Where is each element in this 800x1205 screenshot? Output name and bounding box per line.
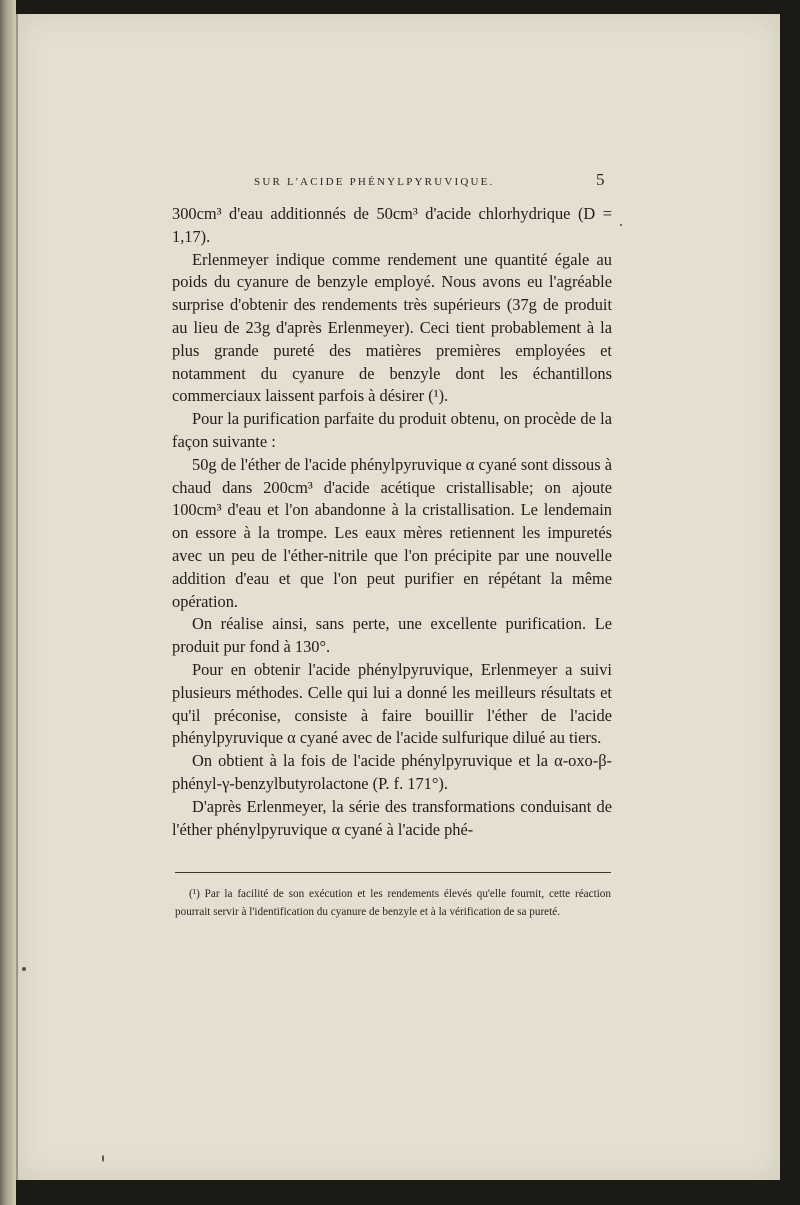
page-number: 5 [596, 170, 605, 189]
paragraph-3: Pour la purification parfaite du produit obtenu, on procède de la façon suivante : [172, 409, 612, 451]
paragraph-6: Pour en obtenir l'acide phénylpyruvique, Erlenmeyer a suivi plusieurs méthodes. Celle qui lui a donné les meilleurs résultats et qu'il préconise, consiste à faire bouillir l'éther de l'acide phénylpyruvique α cyané avec de l'acide sulfurique dilué au tiers. [172, 659, 612, 748]
paragraph-8: D'après Erlenmeyer, la série des transformations conduisant de l'éther phénylpyruvique α cyané à l'acide phé- [172, 796, 612, 839]
paper-speck [22, 967, 26, 971]
running-header: SUR L'ACIDE PHÉNYLPYRUVIQUE. [254, 176, 495, 188]
body-text [172, 203, 612, 841]
paragraph-1: 300cm³ d'eau additionnés de 50cm³ d'acide chlorhydrique (D = 1,17). [172, 204, 612, 246]
book-spine-edge [0, 0, 16, 1205]
paragraph-7: On obtient à la fois de l'acide phénylpyruvique et la α-oxo-β-phényl-γ-benzylbutyrolactone (P. f. 171°). [172, 751, 612, 793]
paper-speck [102, 1155, 104, 1162]
paper-speck [620, 224, 622, 226]
footnote: (¹) Par la facilité de son exécution et les rendements élevés qu'elle fournit, cette réaction pourrait servir à l'identification du cyanure de benzyle et à la vérification de sa pureté. [175, 888, 611, 918]
paragraph-5: On réalise ainsi, sans perte, une excellente purification. Le produit pur fond à 130°. [172, 614, 612, 657]
paragraph-2: Erlenmeyer indique comme rendement une quantité égale au poids du cyanure de benzyle employé. Nous avons eu l'agréable surprise d'obtenir des rendements très supérieurs (37g de produit au lieu de 23g d'après Erlenmeyer). Ceci tient probablement à la plus grande pureté des matières premières employées et notamment du cyanure de benzyle dont les échantillons commerciaux laissent parfois à désirer (¹). [172, 249, 612, 406]
footnote-divider [175, 872, 611, 873]
paragraph-4: 50g de l'éther de l'acide phénylpyruvique α cyané sont dissous à chaud dans 200cm³ d'acide acétique cristallisable; on ajoute 100cm³ d'eau et l'on abandonne à la cristallisation. Le lendemain on essore à la trompe. Les eaux mères retiennent les impuretés avec un peu de l'éther-nitrile que l'on précipite par une nouvelle addition d'eau et que l'on peut purifier en répétant la même opération. [172, 454, 612, 611]
